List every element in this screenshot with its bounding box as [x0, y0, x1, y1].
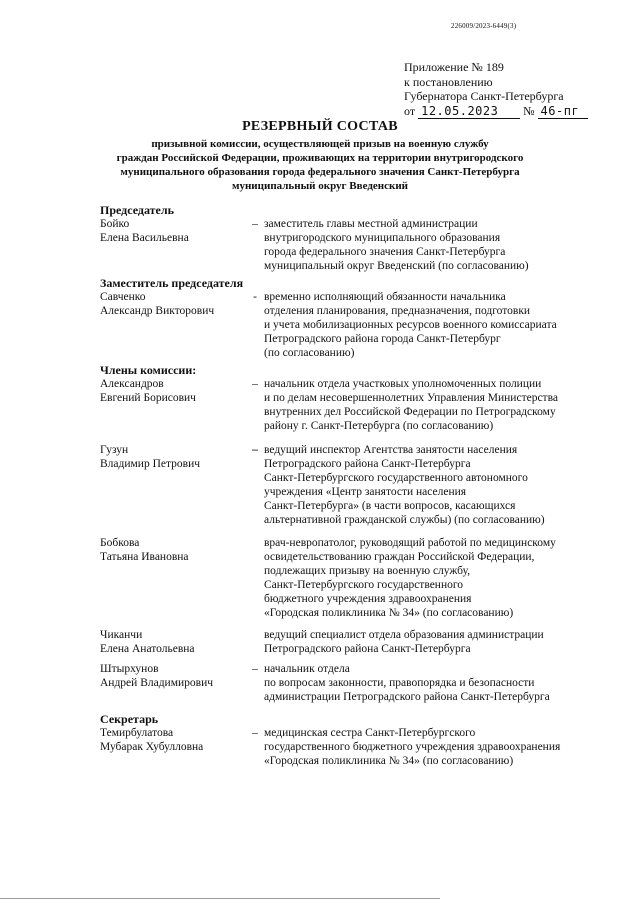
- appendix-line-3: Губернатора Санкт-Петербурга: [404, 89, 564, 103]
- surname: Гузун: [100, 444, 129, 456]
- dash-separator: –: [252, 378, 258, 390]
- member-position: [264, 536, 604, 620]
- position-line: Петроградского района города Санкт-Петербург: [264, 333, 501, 345]
- position-line: бюджетного учреждения здравоохранения: [264, 593, 472, 605]
- member-position: [264, 443, 604, 527]
- position-line: начальник отдела участковых уполномоченных полиции: [264, 378, 542, 390]
- position-line: учреждения «Центр занятости населения: [264, 486, 467, 498]
- section-chair-heading: Председатель: [100, 203, 174, 217]
- from-prefix: от: [404, 103, 416, 118]
- given-names: Евгений Борисович: [100, 392, 196, 404]
- given-names: Мубарак Хубулловна: [100, 741, 204, 753]
- given-names: Андрей Владимирович: [100, 677, 214, 689]
- dash-separator: –: [252, 218, 258, 230]
- given-names: Александр Викторович: [100, 305, 215, 317]
- section-secretary-heading: Секретарь: [100, 712, 159, 726]
- surname: Темирбулатова: [100, 727, 174, 739]
- member-position: [264, 726, 604, 768]
- member-position: [264, 662, 604, 704]
- surname: Савченко: [100, 291, 146, 303]
- position-line: и по делам несовершеннолетних Управления Министерства: [264, 392, 558, 404]
- position-line: заместитель главы местной администрации: [264, 218, 478, 230]
- position-line: государственного бюджетного учреждения здравоохранения: [264, 741, 561, 753]
- appendix-line-1: Приложение № 189: [404, 60, 504, 74]
- position-line: начальник отдела: [264, 663, 350, 675]
- dash-separator: -: [253, 291, 257, 303]
- position-line: району г. Санкт-Петербурга (по согласованию): [264, 420, 494, 432]
- document-number: 226009/2023-6449(3): [451, 22, 517, 30]
- appendix-date-line: [404, 104, 588, 120]
- position-line: по вопросам законности, правопорядка и безопасности: [264, 677, 535, 689]
- member-name: [100, 662, 240, 690]
- member-name: [100, 536, 240, 564]
- dash-separator: –: [252, 727, 258, 739]
- member-position: [264, 628, 604, 656]
- position-line: ведущий специалист отдела образования администрации: [264, 629, 544, 641]
- position-line: «Городская поликлиника № 34» (по согласованию): [264, 607, 514, 619]
- member-position: [264, 217, 604, 273]
- position-line: ведущий инспектор Агентства занятости населения: [264, 444, 518, 456]
- position-line: подлежащих призыву на военную службу,: [264, 565, 471, 577]
- position-line: временно исполняющий обязанности начальника: [264, 291, 506, 303]
- position-line: администрации Петроградского района Санкт-Петербурга: [264, 691, 550, 703]
- appendix-line-2: к постановлению: [404, 74, 493, 89]
- position-line: внутригородского муниципального образования: [264, 232, 501, 244]
- member-name: [100, 628, 240, 656]
- position-line: «Городская поликлиника № 34» (по согласованию): [264, 755, 514, 767]
- position-line: Санкт-Петербургского государственного автономного: [264, 472, 528, 484]
- position-line: Санкт-Петербурга» (в части вопросов, касающихся: [264, 500, 516, 512]
- member-name: [100, 217, 240, 245]
- position-line: внутренних дел Российской Федерации по Петроградскому: [264, 406, 556, 418]
- given-names: Владимир Петрович: [100, 458, 201, 470]
- number-prefix: №: [523, 103, 535, 118]
- position-line: освидетельствованию граждан Российской Федерации,: [264, 551, 535, 563]
- footer-rule: [0, 898, 440, 899]
- appendix-block: [404, 60, 588, 119]
- given-names: Елена Анатольевна: [100, 643, 195, 655]
- member-name: [100, 443, 240, 471]
- page-title: РЕЗЕРВНЫЙ СОСТАВ: [242, 119, 398, 134]
- subtitle-line: призывной комиссии, осуществляющей призыв на военную службу: [151, 138, 489, 150]
- given-names: Елена Васильевна: [100, 232, 189, 244]
- member-position: [264, 290, 604, 360]
- position-line: медицинская сестра Санкт-Петербургского: [264, 727, 476, 739]
- position-line: Петроградского района Санкт-Петербурга: [264, 643, 471, 655]
- position-line: Петроградского района Санкт-Петербурга: [264, 458, 471, 470]
- decree-number: 46-пг: [538, 104, 588, 120]
- subtitle-line: муниципального образования города федерального значения Санкт-Петербурга: [120, 166, 520, 178]
- subtitle-line: муниципальный округ Введенский: [231, 180, 409, 192]
- surname: Чиканчи: [100, 629, 143, 641]
- surname: Бойко: [100, 218, 130, 230]
- subtitle-line: граждан Российской Федерации, проживающих на территории внутригородского: [116, 152, 524, 164]
- position-line: муниципальный округ Введенский (по согласованию): [264, 260, 529, 272]
- position-line: Санкт-Петербургского государственного: [264, 579, 464, 591]
- dash-separator: –: [252, 663, 258, 675]
- position-line: города федерального значения Санкт-Петербурга: [264, 246, 506, 258]
- position-line: (по согласованию): [264, 347, 355, 359]
- member-position: [264, 377, 604, 433]
- member-name: [100, 726, 240, 754]
- member-name: [100, 290, 240, 318]
- section-deputy-heading: Заместитель председателя: [100, 276, 244, 290]
- position-line: врач-невропатолог, руководящий работой по медицинскому: [264, 537, 556, 549]
- decree-date: 12.05.2023: [418, 104, 520, 120]
- member-name: [100, 377, 240, 405]
- dash-separator: –: [252, 444, 258, 456]
- section-members-heading: Члены комиссии:: [100, 363, 197, 377]
- position-line: и учета мобилизационных ресурсов военного комиссариата: [264, 319, 557, 331]
- surname: Штырхунов: [100, 663, 159, 675]
- surname: Бобкова: [100, 537, 140, 549]
- surname: Александров: [100, 378, 164, 390]
- position-line: отделения планирования, предназначения, подготовки: [264, 305, 531, 317]
- page-subtitle: [0, 137, 640, 193]
- given-names: Татьяна Ивановна: [100, 551, 189, 563]
- position-line: альтернативной гражданской службы) (по согласованию): [264, 514, 545, 526]
